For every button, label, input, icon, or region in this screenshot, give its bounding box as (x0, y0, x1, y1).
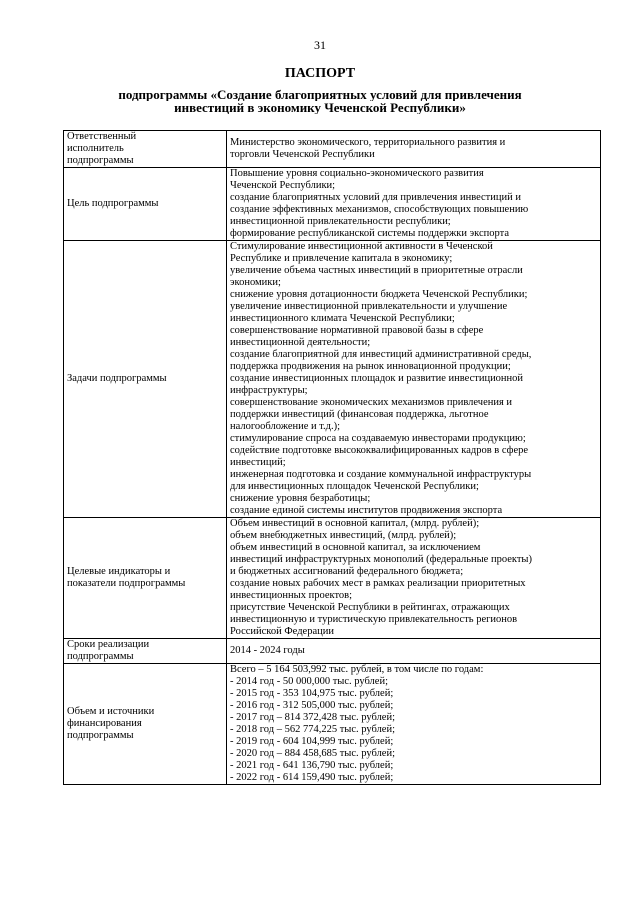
content-line: - 2016 год - 312 505,000 тыс. рублей; (230, 700, 394, 711)
content-line: создание новых рабочих мест в рамках реализации приоритетных (230, 578, 526, 589)
content-line: создание инвестиционных площадок и развитие инвестиционной (230, 373, 524, 384)
content-line: Российской Федерации (230, 626, 334, 637)
content-line: инвестиционной деятельности; (230, 337, 371, 348)
content-line: инженерная подготовка и создание коммунальной инфраструктуры (230, 469, 532, 480)
content-line: Повышение уровня социально-экономического развития (230, 168, 484, 179)
content-line: налогообложение и т.д.); (230, 421, 341, 432)
content-line: создание благоприятной для инвестиций административной среды, (230, 349, 532, 360)
label-line: Сроки реализации (67, 639, 150, 650)
label-line: Задачи подпрограммы (67, 373, 167, 384)
label-line: исполнитель (67, 143, 124, 154)
content-line: инвестиций инфраструктурных монополий (федеральные проекты) (230, 554, 532, 565)
row-label (64, 131, 227, 168)
document-title: ПАСПОРТ (284, 66, 356, 81)
label-line: Цель подпрограммы (67, 198, 159, 209)
content-line: Министерство экономического, территориального развития и (230, 137, 506, 148)
content-line: содействие подготовке высококвалифицированных кадров в сфере (230, 445, 529, 456)
content-line: инвестиционной привлекательности республики; (230, 216, 451, 227)
content-line: экономики; (230, 277, 281, 288)
label-line: Целевые индикаторы и (67, 566, 171, 577)
content-line: Республике и привлечение капитала в экономику; (230, 253, 453, 264)
content-line: Объем инвестиций в основной капитал, (млрд. рублей); (230, 518, 480, 529)
content-line: - 2020 год – 884 458,685 тыс. рублей; (230, 748, 396, 759)
row-label (64, 664, 227, 785)
content-line: Всего – 5 164 503,992 тыс. рублей, в том числе по годам: (230, 664, 484, 675)
content-line: инвестиций; (230, 457, 286, 468)
label-line: подпрограммы (67, 730, 134, 741)
content-line: - 2014 год - 50 000,000 тыс. рублей; (230, 676, 388, 687)
content-line: увеличение объема частных инвестиций в приоритетные отрасли (230, 265, 523, 276)
content-line: Стимулирование инвестиционной активности в Чеченской (230, 241, 493, 252)
content-line: создание эффективных механизмов, способствующих повышению (230, 204, 529, 215)
content-line: - 2022 год - 614 159,490 тыс. рублей; (230, 772, 394, 783)
content-line: совершенствование нормативной правовой базы в сфере (230, 325, 484, 336)
content-line: создание благоприятных условий для привлечения инвестиций и (230, 192, 521, 203)
content-line: для инвестиционных площадок Чеченской Республики; (230, 481, 479, 492)
content-line: - 2019 год - 604 104,999 тыс. рублей; (230, 736, 394, 747)
table-row-responsible (64, 131, 601, 168)
content-line: инвестиционных проектов; (230, 590, 353, 601)
content-line: совершенствование экономических механизмов привлечения и (230, 397, 513, 408)
passport-table (63, 130, 601, 785)
label-line: Объем и источники (67, 706, 155, 717)
row-content (227, 131, 601, 168)
label-line: подпрограммы (67, 651, 134, 662)
row-label (64, 241, 227, 518)
row-content (227, 518, 601, 639)
content-line: инвестиционную и туристическую привлекательность регионов (230, 614, 518, 625)
row-label (64, 518, 227, 639)
content-line: снижение уровня безработицы; (230, 493, 371, 504)
content-line: инфраструктуры; (230, 385, 308, 396)
subtitle-line: инвестиций в экономику Чеченской Республики» (174, 101, 466, 114)
document-subtitle (60, 88, 580, 114)
label-line: Ответственный (67, 131, 137, 142)
content-line: поддержки инвестиций (финансовая поддержка, льготное (230, 409, 489, 420)
table-row-funding (64, 664, 601, 785)
content-line: 2014 - 2024 годы (230, 645, 305, 656)
content-line: и бюджетных ассигнований федерального бюджета; (230, 566, 464, 577)
row-content (227, 639, 601, 664)
row-label (64, 168, 227, 241)
content-line: объем инвестиций в основной капитал, за исключением (230, 542, 481, 553)
content-line: снижение уровня дотационности бюджета Чеченской Республики; (230, 289, 528, 300)
content-line: присутствие Чеченской Республики в рейтингах, отражающих (230, 602, 510, 613)
content-line: - 2018 год – 562 774,225 тыс. рублей; (230, 724, 396, 735)
content-line: - 2015 год - 353 104,975 тыс. рублей; (230, 688, 394, 699)
content-line: инвестиционного климата Чеченской Республики; (230, 313, 455, 324)
table-row-period (64, 639, 601, 664)
label-line: финансирования (67, 718, 142, 729)
content-line: - 2021 год - 641 136,790 тыс. рублей; (230, 760, 394, 771)
content-line: поддержка продвижения на рынок инновационной продукции; (230, 361, 511, 372)
page-number: 31 (314, 38, 326, 52)
content-line: стимулирование спроса на создаваемую инвесторами продукцию; (230, 433, 526, 444)
content-line: формирование республиканской системы поддержки экспорта (230, 228, 509, 239)
row-content (227, 168, 601, 241)
subtitle-line: подпрограммы «Создание благоприятных условий для привлечения (118, 88, 522, 101)
content-line: Чеченской Республики; (230, 180, 336, 191)
content-line: увеличение инвестиционной привлекательности и улучшение (230, 301, 508, 312)
row-content (227, 664, 601, 785)
table-row-indicators (64, 518, 601, 639)
content-line: объем внебюджетных инвестиций, (млрд. рублей); (230, 530, 457, 541)
row-label (64, 639, 227, 664)
label-line: показатели подпрограммы (67, 578, 186, 589)
content-line: - 2017 год – 814 372,428 тыс. рублей; (230, 712, 396, 723)
table-row-tasks (64, 241, 601, 518)
content-line: торговли Чеченской Республики (230, 149, 375, 160)
content-line: создание единой системы институтов продвижения экспорта (230, 505, 503, 516)
row-content (227, 241, 601, 518)
table-row-goal (64, 168, 601, 241)
label-line: подпрограммы (67, 155, 134, 166)
